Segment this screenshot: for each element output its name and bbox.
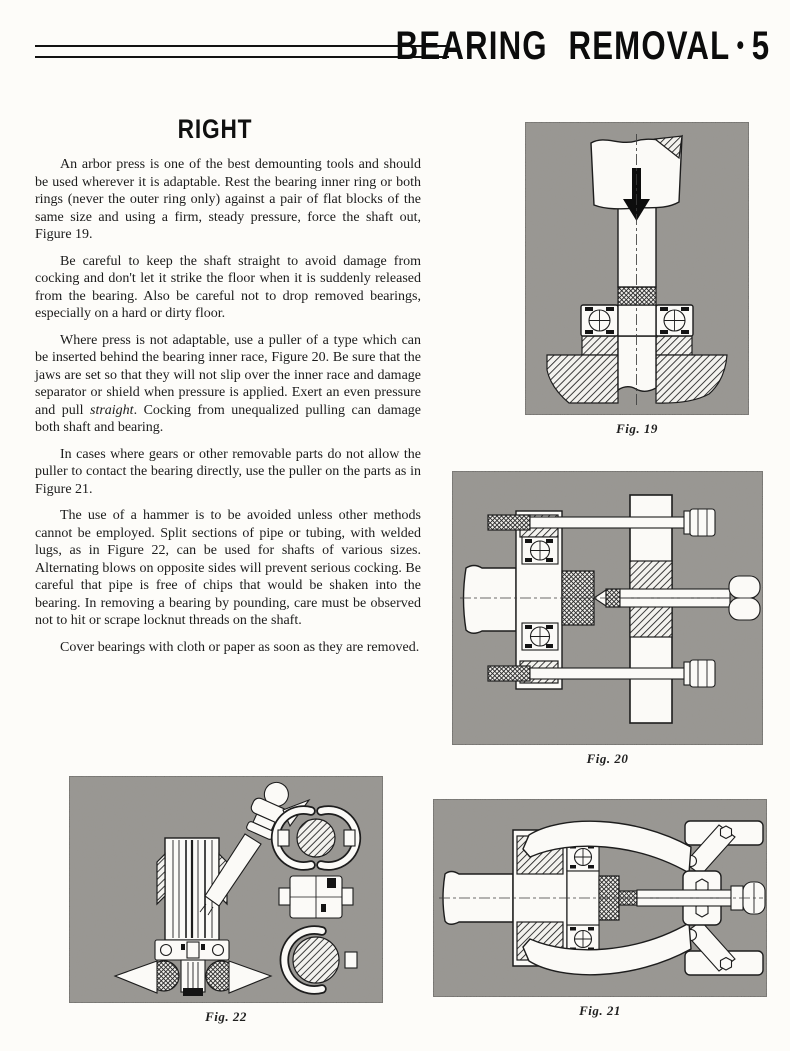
header-rule: [35, 45, 449, 58]
paragraph-text: Where press is not adaptable, use a puller of a type which can be inserted behind the bearing inner race, Figure 20. Be sure that the jaws are set so that they will not slip over the inner race and damage separator or shield when pressure is applied. Exert an even pressure and pull: [35, 332, 421, 418]
figure-20: [452, 471, 763, 767]
figure-20-caption: Fig. 20: [586, 751, 629, 766]
paragraph-arbor-press: [35, 156, 421, 244]
jaw-puller-diagram: [433, 799, 767, 997]
paragraph-hammer-use: [35, 507, 421, 630]
figure-19-caption: Fig. 19: [616, 421, 658, 436]
paragraph-text: An arbor press is one of the best demounting tools and should be used wherever it is adaptable. Rest the bearing inner ring or both rings (never the outer ring only) against a pair of flat blocks of the same size and using a firm, steady pressure, force the shaft out, Figure 19.: [35, 157, 421, 242]
emphasized-word: straight: [90, 402, 134, 418]
paragraph-puller-on-parts: [35, 446, 421, 499]
page-title: [395, 24, 770, 69]
paragraph-text: In cases where gears or other removable parts do not allow the puller to contact the bearing directly, use the puller on the parts as in Figure 21.: [35, 446, 421, 497]
bullet-separator-icon: •: [736, 30, 744, 60]
figure-22: [69, 776, 383, 1025]
figure-22-caption: Fig. 22: [205, 1009, 247, 1024]
figure-21: [433, 799, 767, 1019]
split-pipe-hammer-diagram: [69, 776, 383, 1003]
figure-19: [525, 122, 749, 437]
page-title-text: BEARING REMOVAL: [395, 24, 731, 68]
figure-21-caption: Fig. 21: [579, 1003, 621, 1018]
paragraph-text: . Cocking from unequalized pulling can damage both shaft and bearing.: [35, 402, 421, 435]
paragraph-text: Be careful to keep the shaft straight to avoid damage from cocking and don't let it strike the floor when it is suddenly released from the bearing. Also be careful not to drop removed bearings, especially on a hard or dirty floor.: [35, 253, 421, 321]
paragraph-use-puller: [35, 332, 421, 437]
paragraph-text: Cover bearings with cloth or paper as soon as they are removed.: [60, 639, 420, 655]
arbor-press-diagram: [525, 122, 749, 415]
article-body: [35, 156, 421, 665]
paragraph-text: The use of a hammer is to be avoided unless other methods cannot be employed. Split sections of pipe or tubing, with welded lugs, as in Figure 22, can be used for shafts of various sizes. Alternating blows on opposite sides will prevent serious cocking. Be careful that pipe is free of chips that would be shaken into the bearing. In removing a bearing by pounding, care must be observed not to hit or scrape locknut threads on the shaft.: [35, 508, 421, 628]
paragraph-cover-bearings: [35, 639, 421, 657]
section-heading: RIGHT: [177, 114, 253, 144]
page-number: 5: [751, 24, 770, 68]
bearing-puller-diagram: [452, 471, 763, 745]
paragraph-keep-shaft-straight: [35, 253, 421, 323]
